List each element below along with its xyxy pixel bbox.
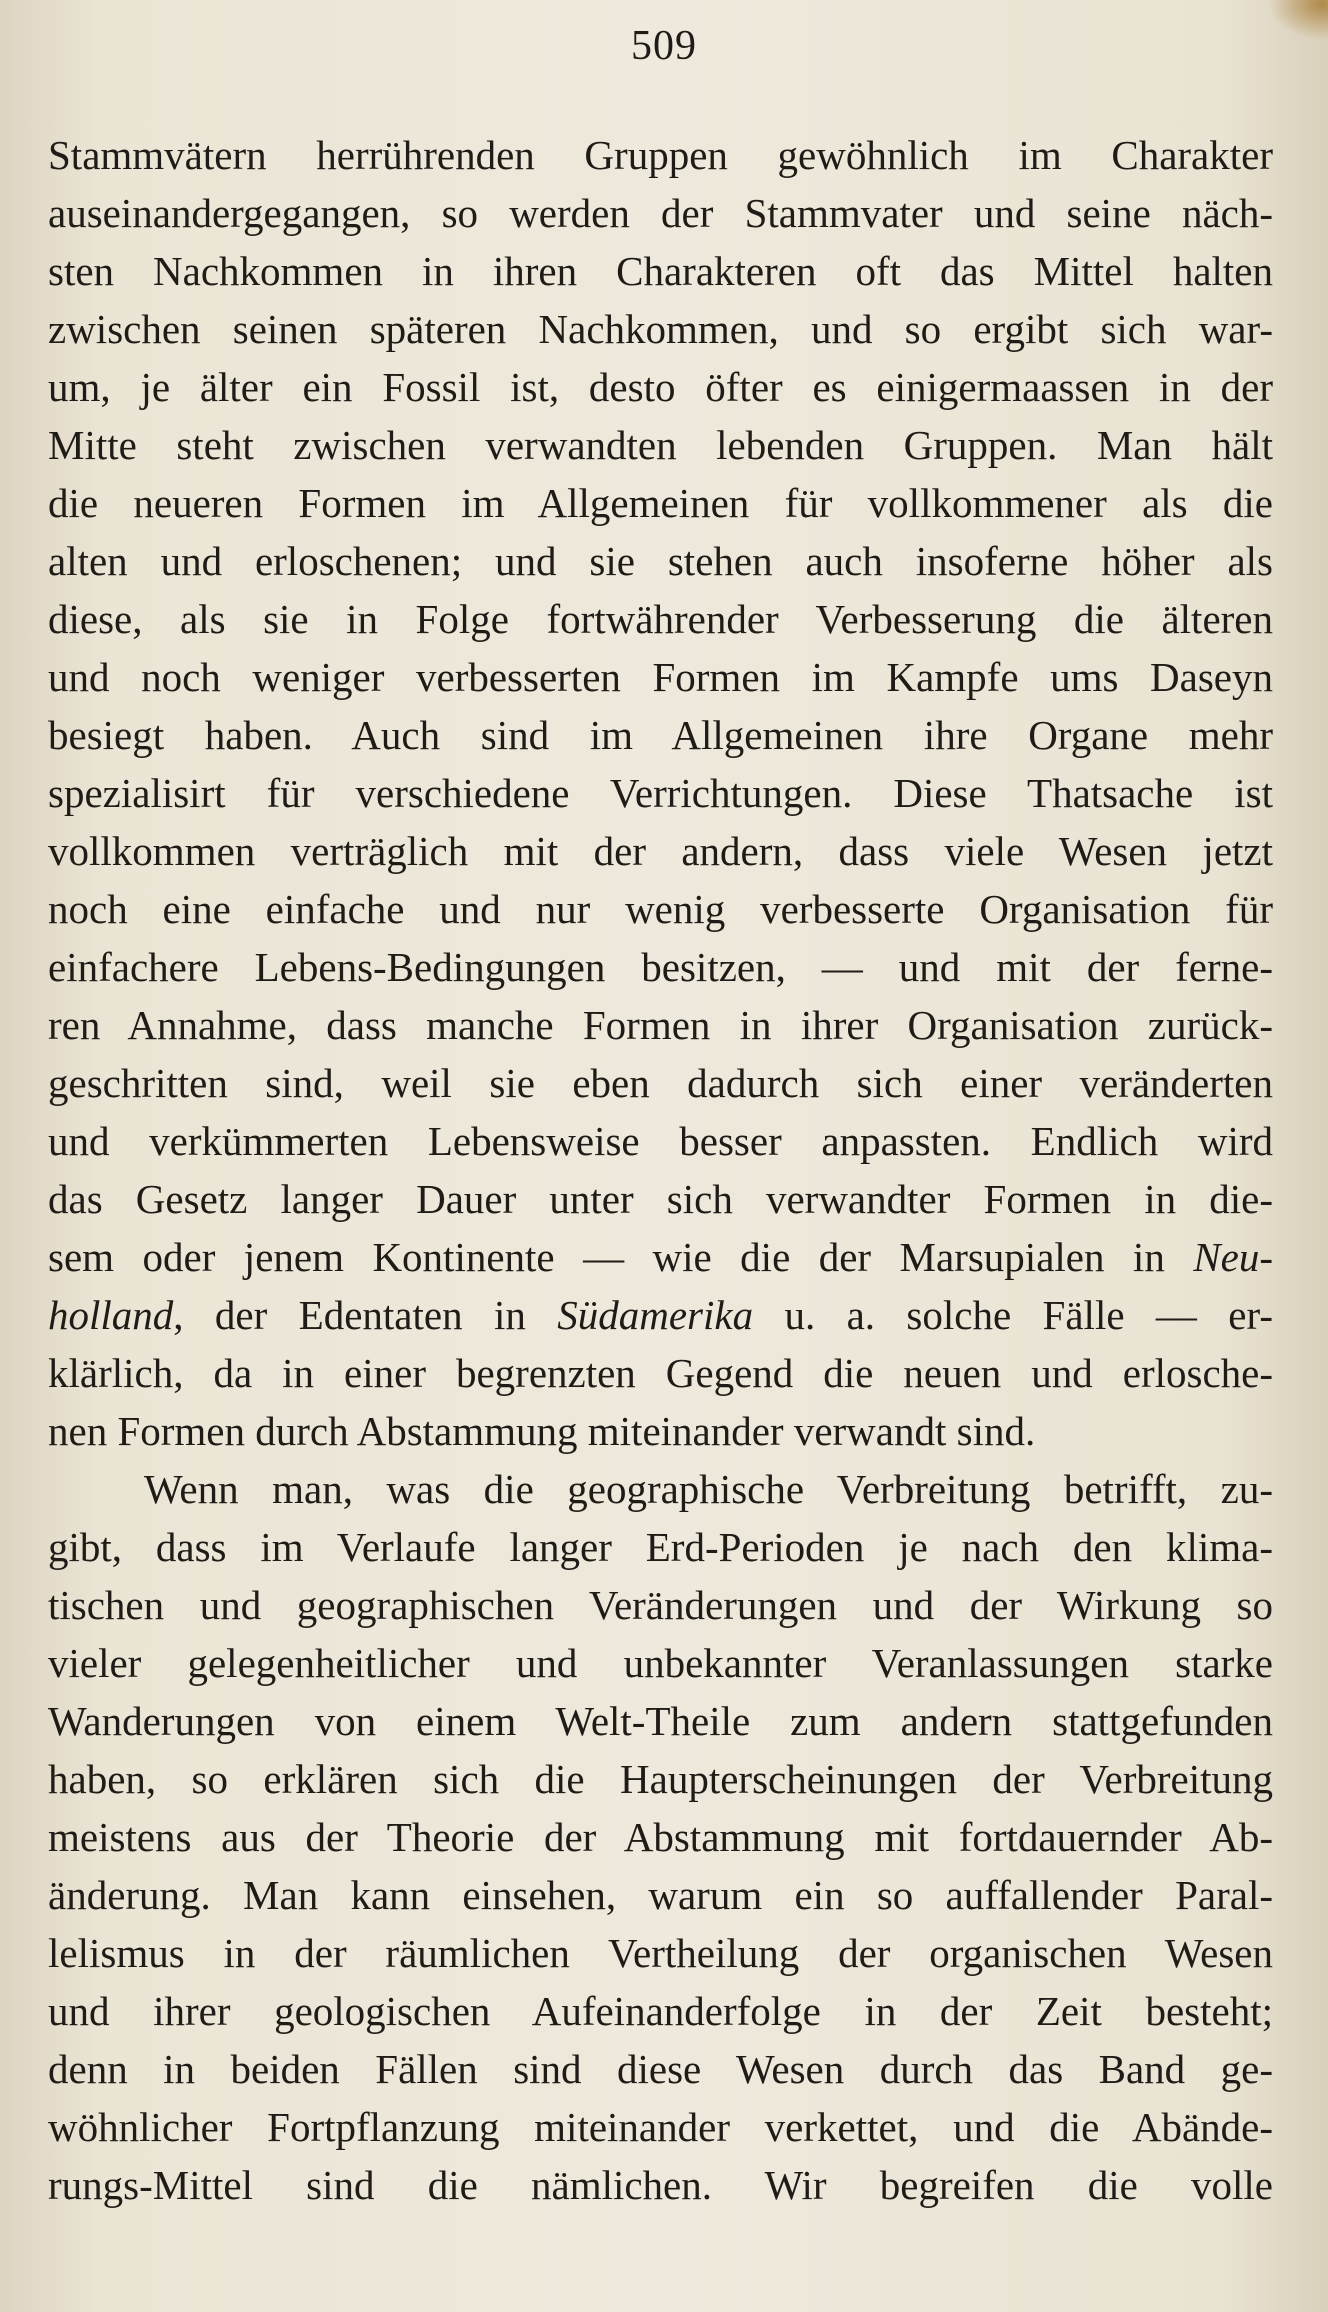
text-segment: , der Edentaten in [173,1292,558,1338]
text-line: Wanderungen von einem Welt-Theile zum andern stattgefunden [48,1698,1273,1744]
text-line: das Gesetz langer Dauer unter sich verwandter Formen in die- [48,1176,1273,1222]
text-line: änderung. Man kann einsehen, warum ein so auffallender Paral- [48,1872,1273,1918]
text-line: klärlich, da in einer begrenzten Gegend die neuen und erlosche- [48,1350,1273,1396]
paragraph-first-line: Wenn man, was die geographische Verbreitung betrifft, zu- [144,1466,1273,1512]
italic-place-name: Südamerika [557,1292,754,1338]
text-line: gibt, dass im Verlaufe langer Erd-Perioden je nach den klima- [48,1524,1273,1570]
text-line: einfachere Lebens-Bedingungen besitzen, — und mit der ferne- [48,944,1273,990]
text-segment: u. a. solche Fälle — er- [753,1292,1273,1338]
text-line: rungs-Mittel sind die nämlichen. Wir begreifen die volle [48,2162,1273,2208]
text-line: Stammvätern herrührenden Gruppen gewöhnlich im Charakter [48,132,1273,178]
text-line [48,1228,1273,1286]
text-line: lelismus in der räumlichen Vertheilung der organischen Wesen [48,1930,1273,1976]
text-line: und noch weniger verbesserten Formen im Kampfe ums Daseyn [48,654,1273,700]
text-line: denn in beiden Fällen sind diese Wesen durch das Band ge- [48,2046,1273,2092]
text-line: zwischen seinen späteren Nachkommen, und so ergibt sich war- [48,306,1273,352]
text-line: und verkümmerten Lebensweise besser anpassten. Endlich wird [48,1118,1273,1164]
text-line: besiegt haben. Auch sind im Allgemeinen ihre Organe mehr [48,712,1273,758]
text-line: nen Formen durch Abstammung miteinander verwandt sind. [48,1408,1036,1454]
text-line: alten und erloschenen; und sie stehen auch insoferne höher als [48,538,1273,584]
text-line: vollkommen verträglich mit der andern, dass viele Wesen jetzt [48,828,1273,874]
text-line: sten Nachkommen in ihren Charakteren oft das Mittel halten [48,248,1273,294]
text-line: diese, als sie in Folge fortwährender Verbesserung die älteren [48,596,1273,642]
text-line: meistens aus der Theorie der Abstammung mit fortdauernder Ab- [48,1814,1273,1860]
text-line: wöhnlicher Fortpflanzung miteinander verkettet, und die Abände- [48,2104,1273,2150]
body-text [48,126,1273,2214]
text-line: auseinandergegangen, so werden der Stammvater und seine näch- [48,190,1273,236]
text-line: spezialisirt für verschiedene Verrichtungen. Diese Thatsache ist [48,770,1273,816]
text-line: tischen und geographischen Veränderungen und der Wirkung so [48,1582,1273,1628]
text-line: geschritten sind, weil sie eben dadurch sich einer veränderten [48,1060,1273,1106]
text-line: die neueren Formen im Allgemeinen für vollkommener als die [48,480,1273,526]
italic-place-name: Neu- [1193,1234,1273,1280]
text-line: und ihrer geologischen Aufeinanderfolge in der Zeit besteht; [48,1988,1273,2034]
text-line: ren Annahme, dass manche Formen in ihrer Organisation zurück- [48,1002,1273,1048]
text-line: haben, so erklären sich die Haupterscheinungen der Verbreitung [48,1756,1273,1802]
text-line: vieler gelegenheitlicher und unbekannter Veranlassungen starke [48,1640,1273,1686]
text-line: noch eine einfache und nur wenig verbesserte Organisation für [48,886,1273,932]
text-line: Mitte steht zwischen verwandten lebenden Gruppen. Man hält [48,422,1273,468]
page-number: 509 [631,23,697,69]
italic-place-name: holland [48,1292,174,1338]
text-line [48,1286,1273,1344]
text-line: um, je älter ein Fossil ist, desto öfter es einigermaassen in der [48,364,1273,410]
text-segment: sem oder jenem Kontinente — wie die der Marsupialen in [48,1234,1194,1280]
